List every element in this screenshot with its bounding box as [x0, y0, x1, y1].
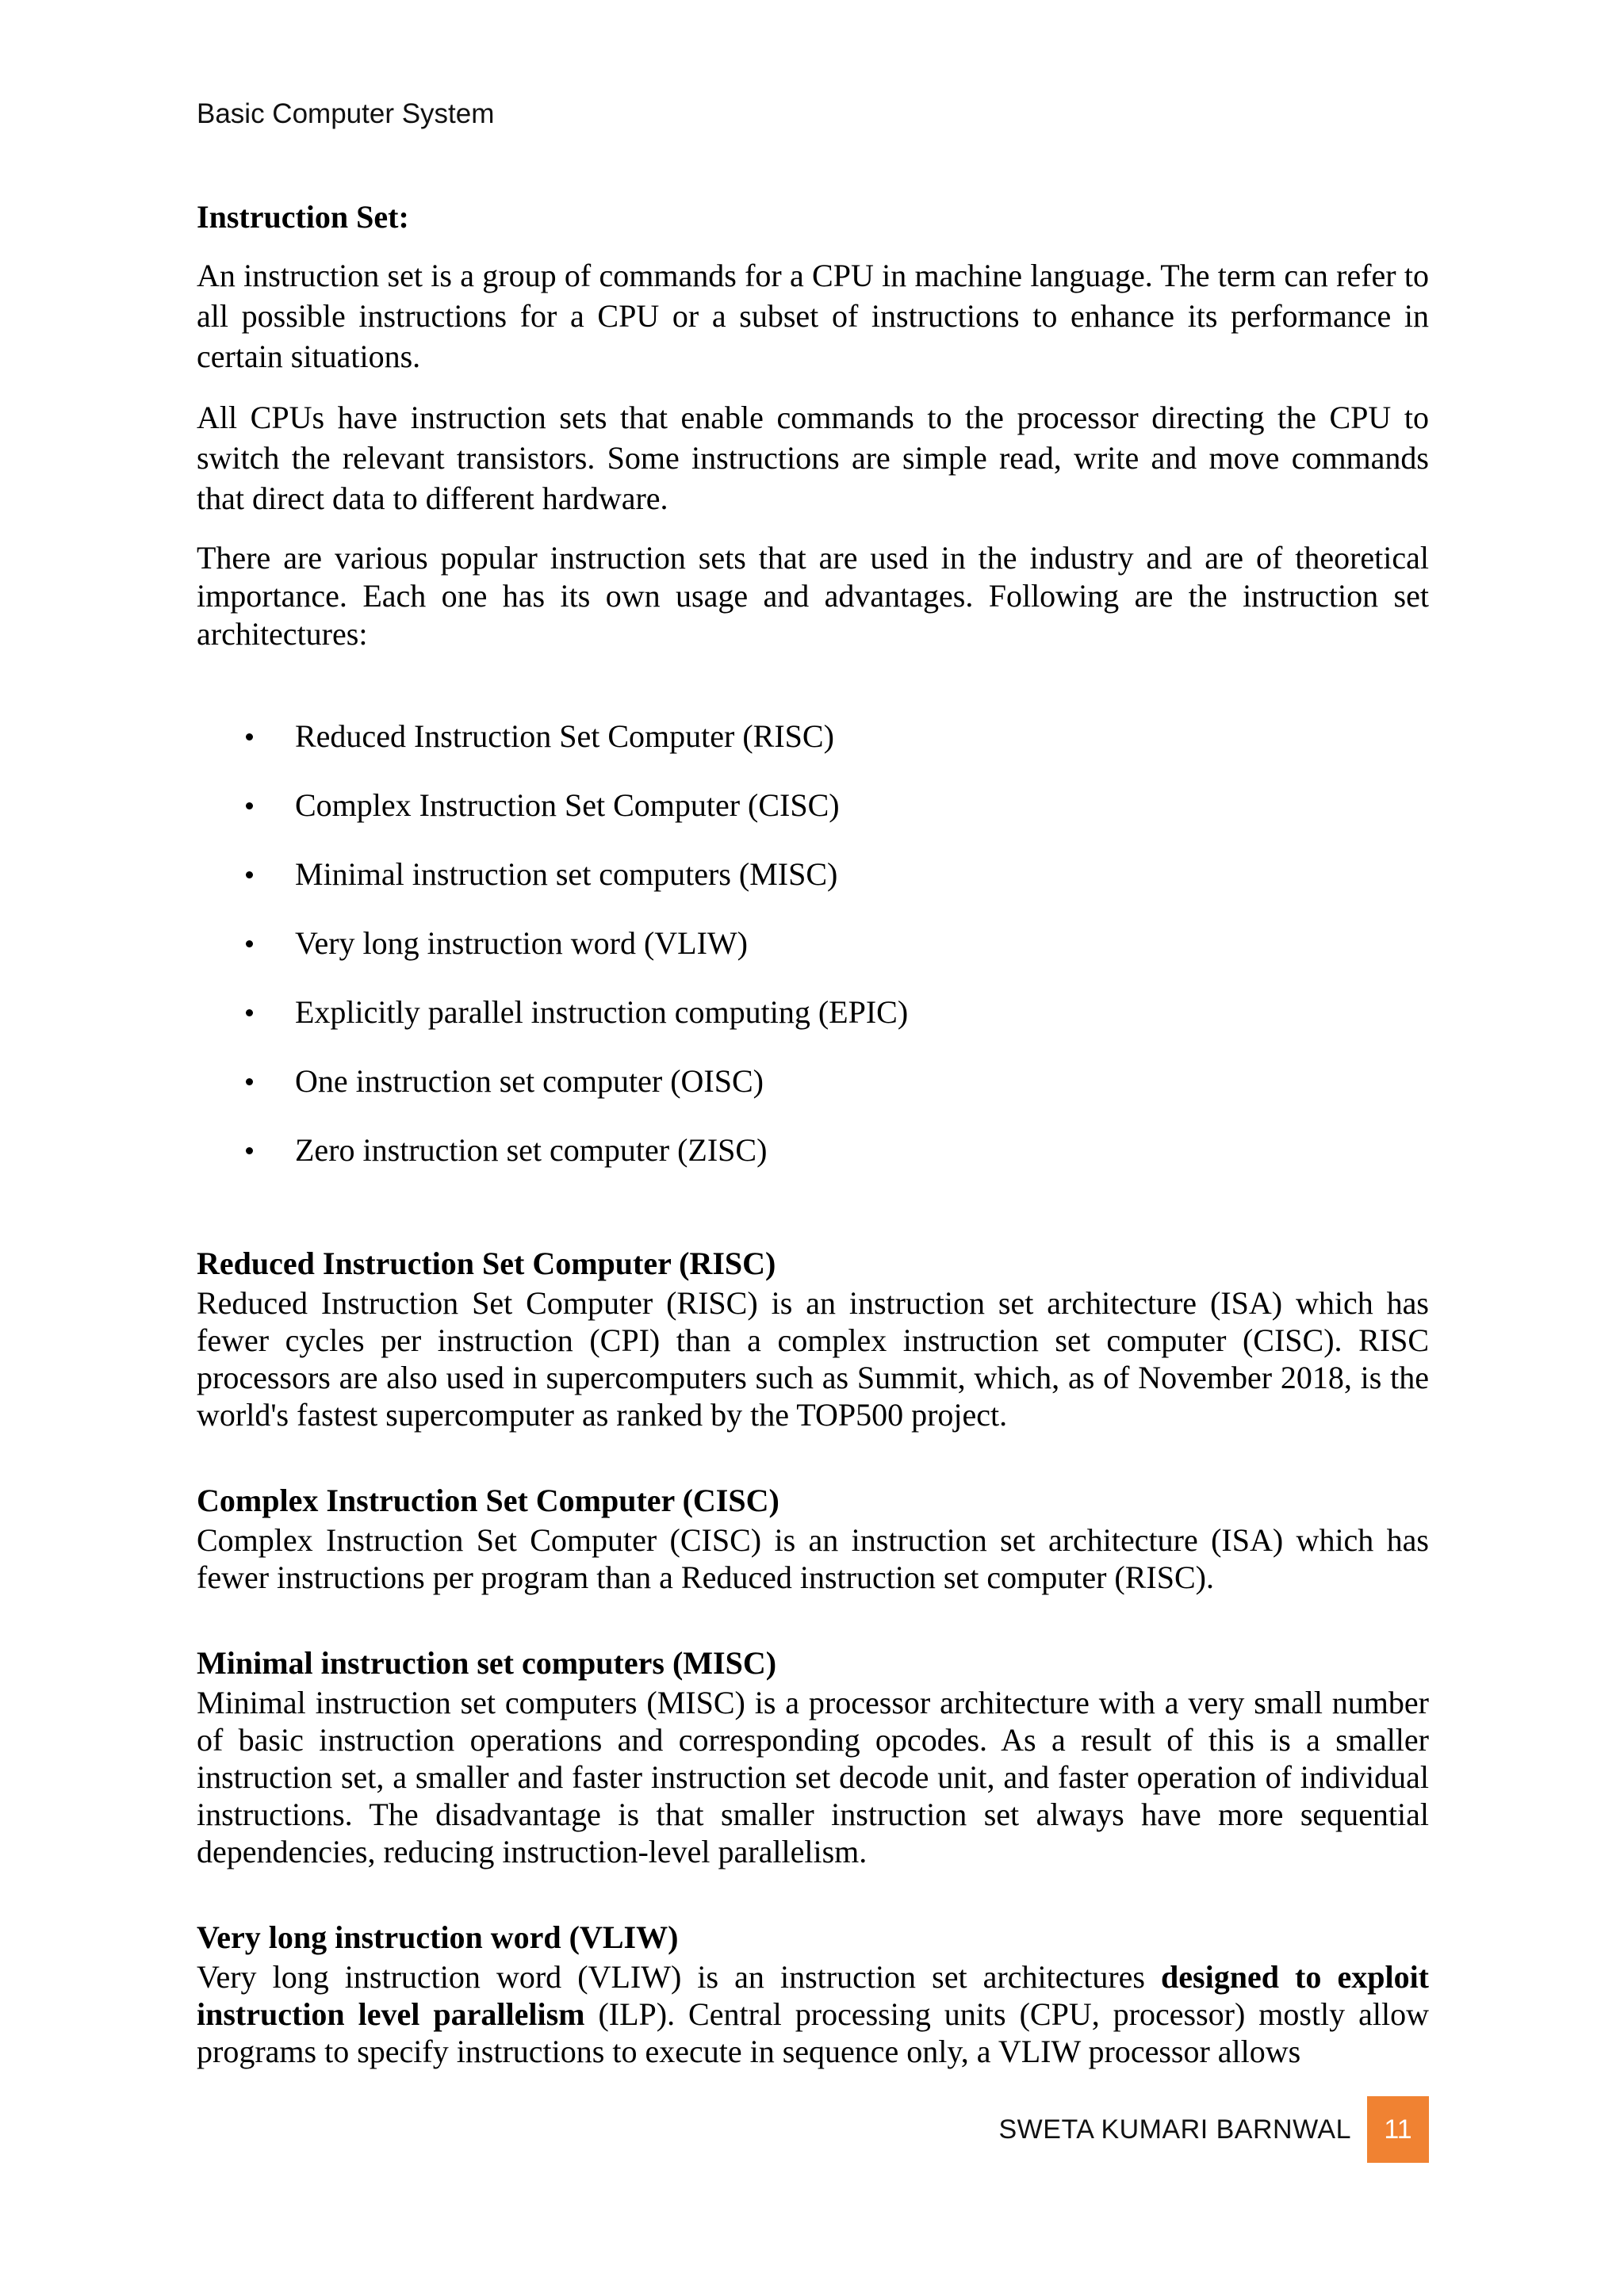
list-item-text: Explicitly parallel instruction computing (EPIC) [295, 994, 909, 1030]
subsection-text: Complex Instruction Set Computer (CISC) is an instruction set architecture (ISA) which has fewer instructions per program than a Reduced instruction set computer (RISC). [197, 1522, 1429, 1595]
text-run: (ILP). Central processing units (CPU, processor) mostly allow programs to specify instructions to execute in sequence only, a VLIW processor allows [197, 1996, 1430, 2069]
subsection-text [197, 1958, 1429, 2070]
page-content [197, 197, 1429, 2070]
bullet-icon [246, 871, 253, 878]
running-header: Basic Computer System [197, 98, 495, 129]
subsection-title: Reduced Instruction Set Computer (RISC) [197, 1246, 776, 1281]
subsection-text: Minimal instruction set computers (MISC) is a processor architecture with a very small number of basic instruction operations and corresponding opcodes. As a result of this is a smaller instruction set, a smaller and faster instruction set decode unit, and faster operation of individual instructions. The disadvantage is that smaller instruction set always have more sequential dependencies, reducing instruction-level parallelism. [197, 1685, 1429, 1869]
subsection-text: Reduced Instruction Set Computer (RISC) is an instruction set architecture (ISA) which has fewer cycles per instruction (CPI) than a complex instruction set computer (CISC). RISC processors are also used in supercomputers such as Summit, which, as of November 2018, is the world's fastest supercomputer as ranked by the TOP500 project. [197, 1285, 1429, 1433]
cisc-section [197, 1480, 1429, 1596]
list-item [197, 1062, 1429, 1131]
list-item [197, 1131, 1429, 1200]
paragraph: There are various popular instruction sets that are used in the industry and are of theoretical importance. Each one has its own usage and advantages. Following are the instruction set architectures: [197, 540, 1429, 652]
list-item [197, 786, 1429, 855]
subsection-title: Complex Instruction Set Computer (CISC) [197, 1483, 779, 1518]
list-item-text: One instruction set computer (OISC) [295, 1063, 764, 1099]
architecture-list [197, 717, 1429, 1200]
bullet-icon [246, 1147, 253, 1154]
subsection-title: Minimal instruction set computers (MISC) [197, 1645, 777, 1681]
list-item [197, 855, 1429, 924]
text-run: Very long instruction word (VLIW) is an instruction set architectures [197, 1959, 1162, 1995]
list-item [197, 924, 1429, 993]
bullet-icon [246, 940, 253, 947]
list-item-text: Complex Instruction Set Computer (CISC) [295, 787, 840, 823]
bullet-icon [246, 1078, 253, 1085]
list-item [197, 717, 1429, 786]
bullet-icon [246, 802, 253, 809]
page-number-badge: 11 [1367, 2096, 1429, 2163]
bullet-icon [246, 733, 253, 740]
paragraph: An instruction set is a group of commands for a CPU in machine language. The term can refer to all possible instructions for a CPU or a subset of instructions to enhance its performance in certain situations. [197, 258, 1429, 374]
vliw-section [197, 1917, 1429, 2070]
bullet-icon [246, 1009, 253, 1016]
list-item-text: Minimal instruction set computers (MISC) [295, 856, 838, 892]
risc-section [197, 1243, 1429, 1433]
subsection-title: Very long instruction word (VLIW) [197, 1919, 679, 1955]
misc-section [197, 1643, 1429, 1870]
list-item-text: Reduced Instruction Set Computer (RISC) [295, 718, 834, 754]
list-item-text: Zero instruction set computer (ZISC) [295, 1132, 768, 1168]
page-footer [999, 2096, 1430, 2163]
list-item [197, 993, 1429, 1062]
author-name: SWETA KUMARI BARNWAL [998, 2114, 1351, 2145]
section-heading: Instruction Set: [197, 199, 409, 235]
list-item-text: Very long instruction word (VLIW) [295, 925, 748, 961]
paragraph: All CPUs have instruction sets that enable commands to the processor directing the CPU to switch the relevant transistors. Some instructions are simple read, write and move commands that direct data to different hardware. [197, 400, 1429, 516]
bold-text-run: designed to exploit instruction level parallelism [197, 1959, 1429, 2032]
